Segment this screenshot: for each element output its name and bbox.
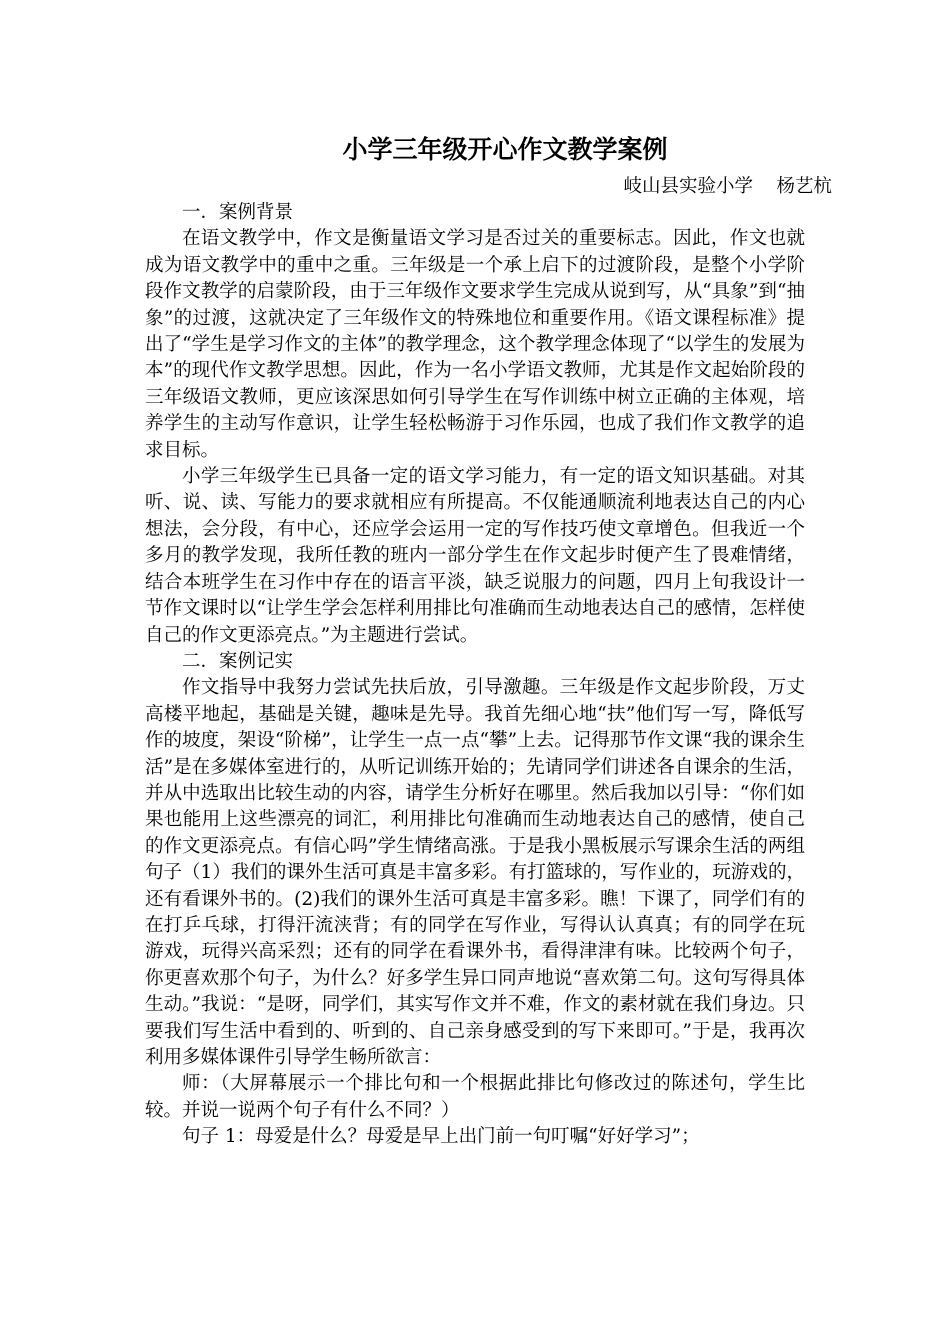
paragraph: 在语文教学中，作文是衡量语文学习是否过关的重要标志。因此，作文也就成为语文教学中的重中之重。三年级是一个承上启下的过渡阶段，是整个小学阶段作文教学的启蒙阶段，由于三年级作文要求学生完成从说到写，从“具象”到“抽象”的过渡，这就决定了三年级作文的特殊地位和重要作用。《语文课程标准》提出了“学生是学习作文的主体”的教学理念，这个教学理念体现了“以学生的发展为本”的现代作文教学思想。因此，作为一名小学语文教师，尤其是作文起始阶段的三年级语文教师，更应该深思如何引导学生在写作训练中树立正确的主体观，培养学生的主动写作意识，让学生轻松畅游于习作乐园，也成了我们作文教学的追求目标。 bbox=[145, 228, 805, 461]
paragraph: 句子 1：母爱是什么？母爱是早上出门前一句叮嘱“好好学习”； bbox=[182, 1126, 700, 1148]
section-heading-record: 二．案例记实 bbox=[182, 650, 294, 672]
document-body bbox=[145, 200, 805, 1151]
section-heading-background: 一．案例背景 bbox=[182, 202, 294, 223]
author-line: 岐山县实验小学 杨艺杭 bbox=[623, 176, 832, 197]
paragraph: 作文指导中我努力尝试先扶后放，引导激趣。三年级是作文起步阶段，万丈高楼平地起，基础是关键，趣味是先导。我首先细心地“扶”他们写一写，降低写作的坡度，架设“阶梯”，让学生一点一点“攀”上去。记得那节作文课“我的课余生活”是在多媒体室进行的，从听记训练开始的；先请同学们讲述各自课余的生活，并从中选取出比较生动的内容，请学生分析好在哪里。然后我加以引导：“你们如果也能用上这些漂亮的词汇，利用排比句准确而生动地表达自己的感情，使自己的作文更添亮点。有信心吗”学生情绪高涨。于是我小黑板展示写课余生活的两组句子（1）我们的课外生活可真是丰富多彩。有打篮球的，写作业的，玩游戏的，还有看课外书的。(2)我们的课外生活可真是丰富多彩。瞧！下课了，同学们有的在打乒乓球，打得汗流浃背；有的同学在写作业，写得认认真真；有的同学在玩游戏，玩得兴高采烈；还有的同学在看课外书，看得津津有味。比较两个句子，你更喜欢那个句子，为什么？好多学生异口同声地说“喜欢第二句。这句写得具体生动。”我说：“是呀，同学们，其实写作文并不难，作文的素材就在我们身边。只要我们写生活中看到的、听到的、自己亲身感受到的写下来即可。”于是，我再次利用多媒体课件引导学生畅所欲言： bbox=[145, 677, 805, 1068]
paragraph: 师：（大屏幕展示一个排比句和一个根据此排比句修改过的陈述句，学生比较。并说一说两个句子有什么不同？） bbox=[145, 1073, 805, 1121]
document-title: 小学三年级开心作文教学案例 bbox=[342, 135, 668, 164]
paragraph: 小学三年级学生已具备一定的语文学习能力，有一定的语文知识基础。对其听、说、读、写能力的要求就相应有所提高。不仅能通顺流利地表达自己的内心想法，会分段，有中心，还应学会运用一定的写作技巧使文章增色。但我近一个多月的教学发现，我所任教的班内一部分学生在作文起步时便产生了畏难情绪，结合本班学生在习作中存在的语言平淡，缺乏说服力的问题，四月上旬我设计一节作文课时以“让学生学会怎样利用排比句准确而生动地表达自己的感情，怎样使自己的作文更添亮点。”为主题进行尝试。 bbox=[145, 466, 805, 646]
